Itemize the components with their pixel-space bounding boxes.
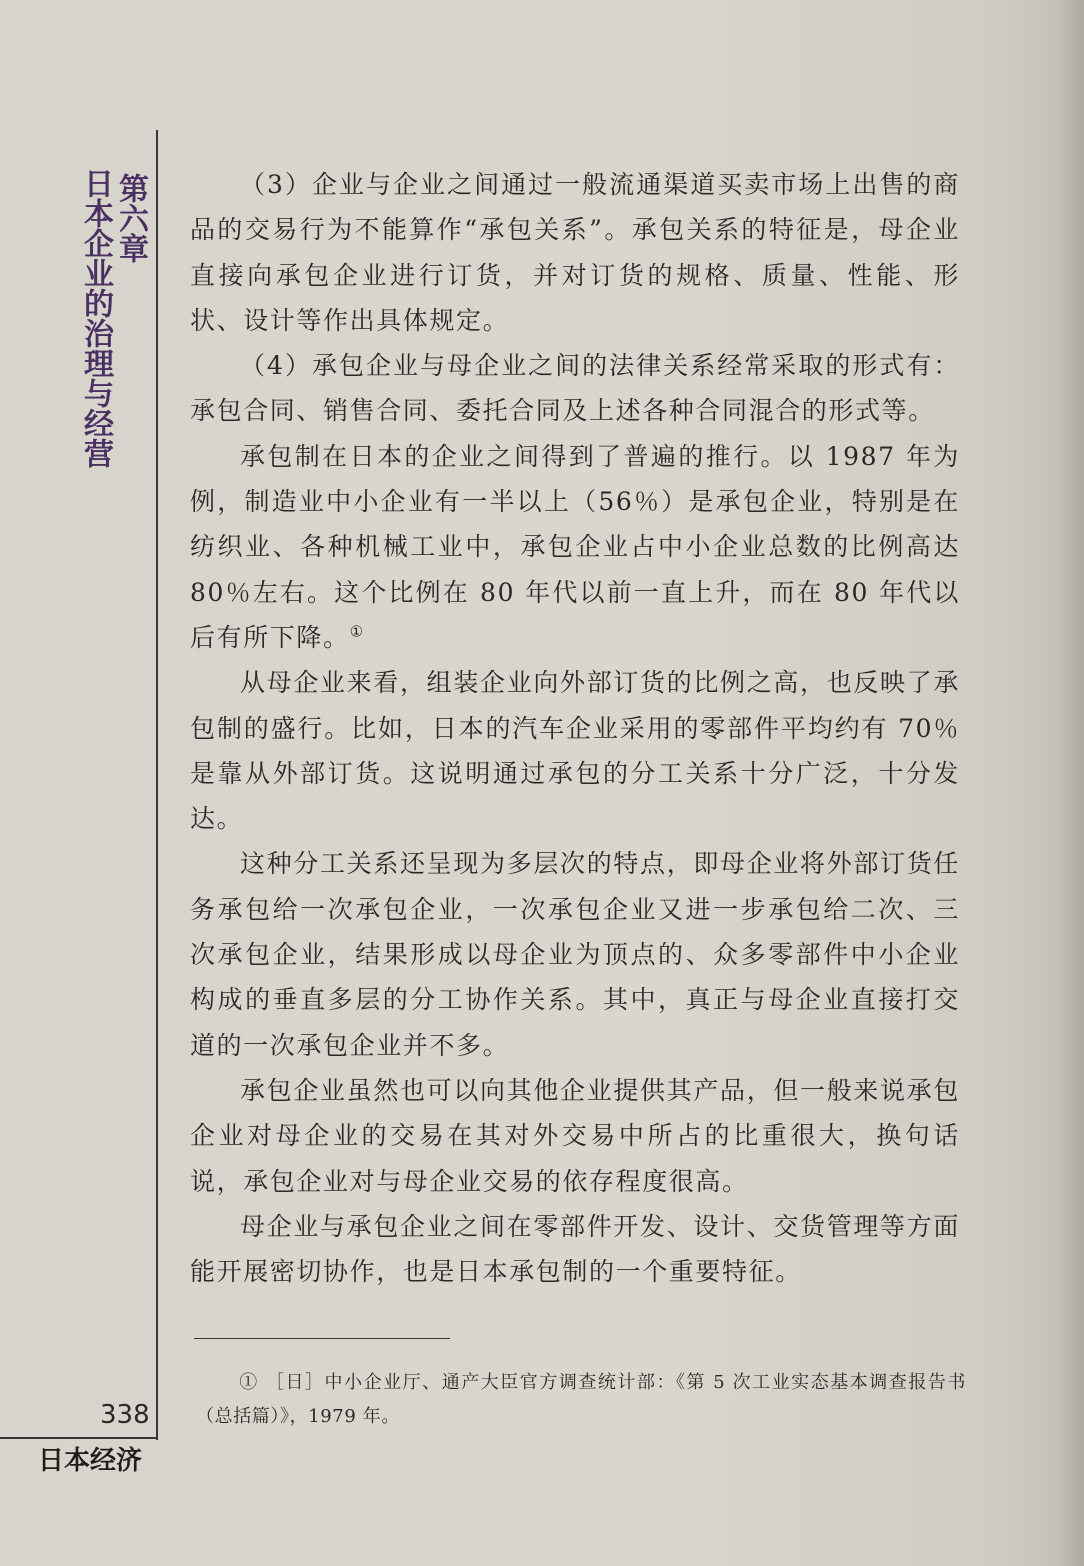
page-number: 338 (100, 1400, 150, 1430)
body-text (190, 162, 960, 1294)
paragraph-text: 承包制在日本的企业之间得到了普遍的推行。以 1987 年为例，制造业中小企业有一半以上（56％）是承包企业，特别是在纺织业、各种机械工业中，承包企业占中小企业总数的比例高达 80％左右。这个比例在 80 年代以前一直上升，而在 80 年代以后有所下降。 (190, 441, 960, 652)
paragraph: （3）企业与企业之间通过一般流通渠道买卖市场上出售的商品的交易行为不能算作“承包关系”。承包关系的特征是，母企业直接向承包企业进行订货，并对订货的规格、质量、性能、形状、设计等作出具体规定。 (190, 170, 960, 335)
chapter-number: 第六章 (113, 173, 148, 263)
book-title: 日本经济 (38, 1446, 143, 1476)
paragraph: 这种分工关系还呈现为多层次的特点，即母企业将外部订货任务承包给一次承包企业，一次承包企业又进一步承包给二次、三次承包企业，结果形成以母企业为顶点的、众多零部件中小企业构成的垂直多层的分工协作关系。其中，真正与母企业直接打交道的一次承包企业并不多。 (190, 849, 960, 1060)
paragraph: （4）承包企业与母企业之间的法律关系经常采取的形式有：承包合同、销售合同、委托合同及上述各种合同混合的形式等。 (190, 351, 960, 426)
footnote-rule (194, 1338, 450, 1339)
footnote (196, 1366, 966, 1434)
paragraph: 母企业与承包企业之间在零部件开发、设计、交货管理等方面能开展密切协作，也是日本承包制的一个重要特征。 (190, 1211, 960, 1287)
footer-rule (0, 1437, 158, 1439)
page-edge-shadow (1056, 0, 1084, 1566)
paragraph: 承包企业虽然也可以向其他企业提供其产品，但一般来说承包企业对母企业的交易在其对外交易中所占的比重很大，换句话说，承包企业对与母企业交易的依存程度很高。 (190, 1075, 960, 1196)
paragraph: 从母企业来看，组装企业向外部订货的比例之高，也反映了承包制的盛行。比如，日本的汽车企业采用的零部件平均约有 70％是靠从外部订货。这说明通过承包的分工关系十分广泛，十分发达。 (190, 668, 960, 834)
chapter-sidebar (78, 168, 148, 468)
sidebar-rule (156, 130, 158, 1440)
chapter-title: 日本企业的治理与经营 (78, 168, 113, 468)
footnote-text: ① ［日］中小企业厅、通产大臣官方调查统计部：《第 5 次工业实态基本调查报告书（总括篇）》，1979 年。 (196, 1372, 966, 1427)
paragraph (190, 434, 960, 660)
footnote-marker: ① (349, 622, 365, 641)
